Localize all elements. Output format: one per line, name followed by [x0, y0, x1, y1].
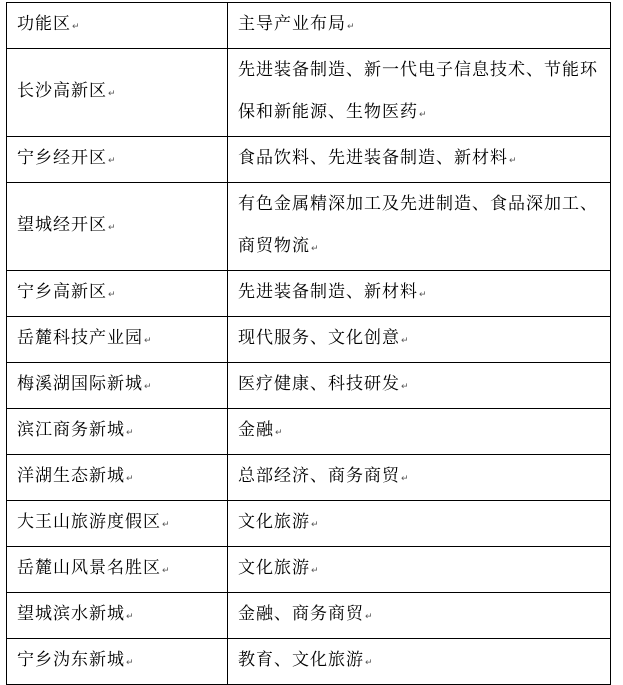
- paragraph-mark-icon: ↵: [419, 110, 428, 120]
- paragraph-mark-icon: ↵: [365, 658, 374, 668]
- industry-cell-text: 金融: [238, 420, 274, 440]
- paragraph-mark-icon: ↵: [126, 474, 135, 484]
- table-row: [7, 593, 611, 639]
- table-row: [7, 639, 611, 685]
- paragraph-mark-icon: ↵: [275, 428, 284, 438]
- zone-cell-text: 梅溪湖国际新城: [17, 374, 143, 394]
- industry-cell: [228, 547, 611, 593]
- zone-cell: [7, 409, 228, 455]
- paragraph-mark-icon: ↵: [365, 612, 374, 622]
- table-body: [7, 3, 611, 685]
- zone-cell-text: 宁乡沩东新城: [17, 650, 125, 670]
- zone-cell-text: 长沙高新区: [17, 81, 107, 101]
- industry-cell-text: 文化旅游: [238, 558, 310, 578]
- table-row: [7, 363, 611, 409]
- paragraph-mark-icon: ↵: [311, 244, 320, 254]
- paragraph-mark-icon: ↵: [144, 382, 153, 392]
- table-row: [7, 455, 611, 501]
- header-zone-label: 功能区: [17, 14, 71, 34]
- zone-cell: [7, 639, 228, 685]
- paragraph-mark-icon: ↵: [311, 566, 320, 576]
- industry-cell: [228, 639, 611, 685]
- zone-cell: [7, 183, 228, 271]
- industry-cell-text: 文化旅游: [238, 512, 310, 532]
- paragraph-mark-icon: ↵: [108, 156, 117, 166]
- paragraph-mark-icon: ↵: [162, 566, 171, 576]
- table-row: [7, 409, 611, 455]
- industry-cell: [228, 455, 611, 501]
- zone-cell-text: 岳麓科技产业园: [17, 328, 143, 348]
- industry-cell: [228, 363, 611, 409]
- industry-cell-text: 总部经济、商务商贸: [238, 466, 400, 486]
- header-industry-label: 主导产业布局: [238, 14, 346, 34]
- industry-layout-table: [6, 2, 611, 685]
- paragraph-mark-icon: ↵: [126, 612, 135, 622]
- paragraph-mark-icon: ↵: [419, 290, 428, 300]
- header-zone-cell: [7, 3, 228, 49]
- table-row: [7, 183, 611, 271]
- industry-cell-text: 医疗健康、科技研发: [238, 374, 400, 394]
- paragraph-mark-icon: ↵: [126, 428, 135, 438]
- table-header-row: [7, 3, 611, 49]
- zone-cell: [7, 137, 228, 183]
- zone-cell-text: 望城经开区: [17, 215, 107, 235]
- paragraph-mark-icon: ↵: [72, 22, 81, 32]
- industry-cell: [228, 49, 611, 137]
- zone-cell-text: 望城滨水新城: [17, 604, 125, 624]
- zone-cell: [7, 49, 228, 137]
- zone-cell: [7, 593, 228, 639]
- industry-cell: [228, 593, 611, 639]
- table-row: [7, 49, 611, 137]
- paragraph-mark-icon: ↵: [401, 382, 410, 392]
- paragraph-mark-icon: ↵: [108, 89, 117, 99]
- industry-cell: [228, 501, 611, 547]
- table-row: [7, 317, 611, 363]
- paragraph-mark-icon: ↵: [347, 22, 356, 32]
- industry-cell-text: 金融、商务商贸: [238, 604, 364, 624]
- industry-cell: [228, 409, 611, 455]
- table-row: [7, 137, 611, 183]
- paragraph-mark-icon: ↵: [401, 474, 410, 484]
- zone-cell: [7, 547, 228, 593]
- table-row: [7, 501, 611, 547]
- zone-cell: [7, 317, 228, 363]
- zone-cell-text: 宁乡高新区: [17, 282, 107, 302]
- zone-cell-text: 洋湖生态新城: [17, 466, 125, 486]
- industry-cell-text: 现代服务、文化创意: [238, 328, 400, 348]
- industry-cell: [228, 137, 611, 183]
- zone-cell: [7, 271, 228, 317]
- industry-cell: [228, 183, 611, 271]
- paragraph-mark-icon: ↵: [144, 336, 153, 346]
- paragraph-mark-icon: ↵: [401, 336, 410, 346]
- industry-cell-text: 食品饮料、先进装备制造、新材料: [238, 148, 508, 168]
- paragraph-mark-icon: ↵: [108, 223, 117, 233]
- paragraph-mark-icon: ↵: [108, 290, 117, 300]
- industry-cell-text: 先进装备制造、新一代电子信息技术、节能环保和新能源、生物医药: [238, 60, 598, 122]
- paragraph-mark-icon: ↵: [509, 156, 518, 166]
- paragraph-mark-icon: ↵: [311, 520, 320, 530]
- zone-cell-text: 宁乡经开区: [17, 148, 107, 168]
- zone-cell-text: 滨江商务新城: [17, 420, 125, 440]
- zone-cell: [7, 501, 228, 547]
- industry-cell: [228, 271, 611, 317]
- industry-cell-text: 先进装备制造、新材料: [238, 282, 418, 302]
- zone-cell-text: 岳麓山风景名胜区: [17, 558, 161, 578]
- header-industry-cell: [228, 3, 611, 49]
- table-row: [7, 547, 611, 593]
- industry-cell-text: 有色金属精深加工及先进制造、食品深加工、商贸物流: [238, 194, 598, 256]
- paragraph-mark-icon: ↵: [162, 520, 171, 530]
- table-row: [7, 271, 611, 317]
- paragraph-mark-icon: ↵: [126, 658, 135, 668]
- industry-cell: [228, 317, 611, 363]
- industry-cell-text: 教育、文化旅游: [238, 650, 364, 670]
- zone-cell: [7, 363, 228, 409]
- zone-cell: [7, 455, 228, 501]
- zone-cell-text: 大王山旅游度假区: [17, 512, 161, 532]
